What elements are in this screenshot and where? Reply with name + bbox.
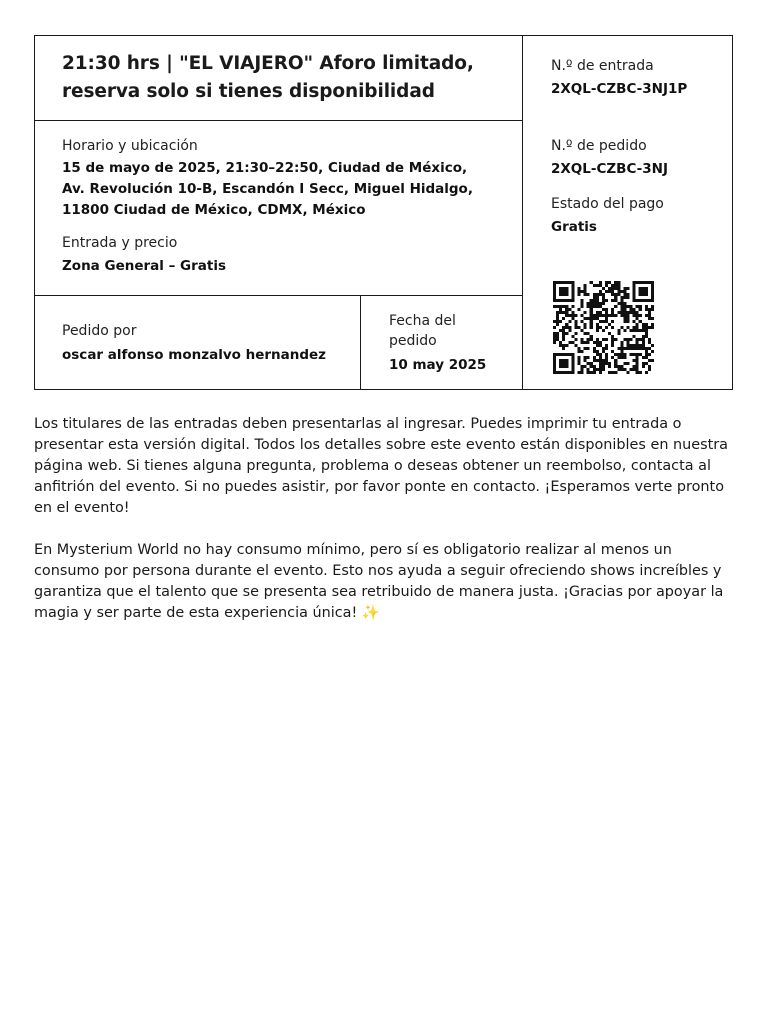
ticket-number-cell	[551, 56, 721, 100]
notes-paragraph-1: Los titulares de las entradas deben presentarlas al ingresar. Puedes imprimir tu entrada o presentar esta versión digital. Todos los detalles sobre este evento están disponibles en nuestra página web. Si tienes alguna pregunta, problema o deseas obtener un reembolso, contacta al anfitrión del evento. Si no puedes asistir, por favor ponte en contacto. ¡Esperamos verte pronto en el evento!	[34, 416, 728, 516]
order-number-value: 2XQL-CZBC-3NJ	[551, 161, 669, 177]
schedule-label: Horario y ubicación	[62, 138, 198, 154]
divider-horizontal-bottom	[35, 295, 522, 296]
ticket-number-label: N.º de entrada	[551, 58, 654, 74]
ticket-number-value: 2XQL-CZBC-3NJ1P	[551, 81, 688, 97]
payment-status-value: Gratis	[551, 219, 597, 235]
divider-horizontal-top	[35, 120, 522, 121]
payment-status-label: Estado del pago	[551, 196, 664, 212]
event-title-cell	[62, 50, 502, 106]
schedule-value: 15 de mayo de 2025, 21:30–22:50, Ciudad de México, Av. Revolución 10-B, Escandón I Secc, Miguel Hidalgo, 11800 Ciudad de México, CDMX, México	[62, 160, 473, 218]
entry-price-label: Entrada y precio	[62, 235, 178, 251]
order-date-value: 10 may 2025	[389, 357, 487, 373]
ordered-by-value: oscar alfonso monzalvo hernandez	[62, 347, 327, 363]
order-info-cell	[551, 136, 721, 238]
notes-paragraph-2: En Mysterium World no hay consumo mínimo, pero sí es obligatorio realizar al menos un consumo por persona durante el evento. Esto nos ayuda a seguir ofreciendo shows increíbles y garantiza que el talento que se presenta sea retribuido de manera justa. ¡Gracias por apoyar la magia y ser parte de esta experiencia única! ✨	[34, 542, 724, 621]
event-title: 21:30 hrs | "EL VIAJERO" Aforo limitado, reserva solo si tienes disponibilidad	[62, 53, 474, 102]
ordered-by-label: Pedido por	[62, 323, 137, 339]
divider-vertical-main	[522, 36, 523, 389]
ticket-notes	[34, 414, 736, 645]
order-date-cell	[389, 311, 509, 376]
qr-code-icon	[553, 281, 654, 374]
divider-vertical-bottom	[360, 295, 361, 389]
ordered-by-cell	[62, 321, 352, 366]
order-date-label: Fecha del pedido	[389, 313, 456, 349]
schedule-cell	[62, 136, 492, 277]
entry-price-value: Zona General – Gratis	[62, 258, 226, 274]
order-number-label: N.º de pedido	[551, 138, 647, 154]
